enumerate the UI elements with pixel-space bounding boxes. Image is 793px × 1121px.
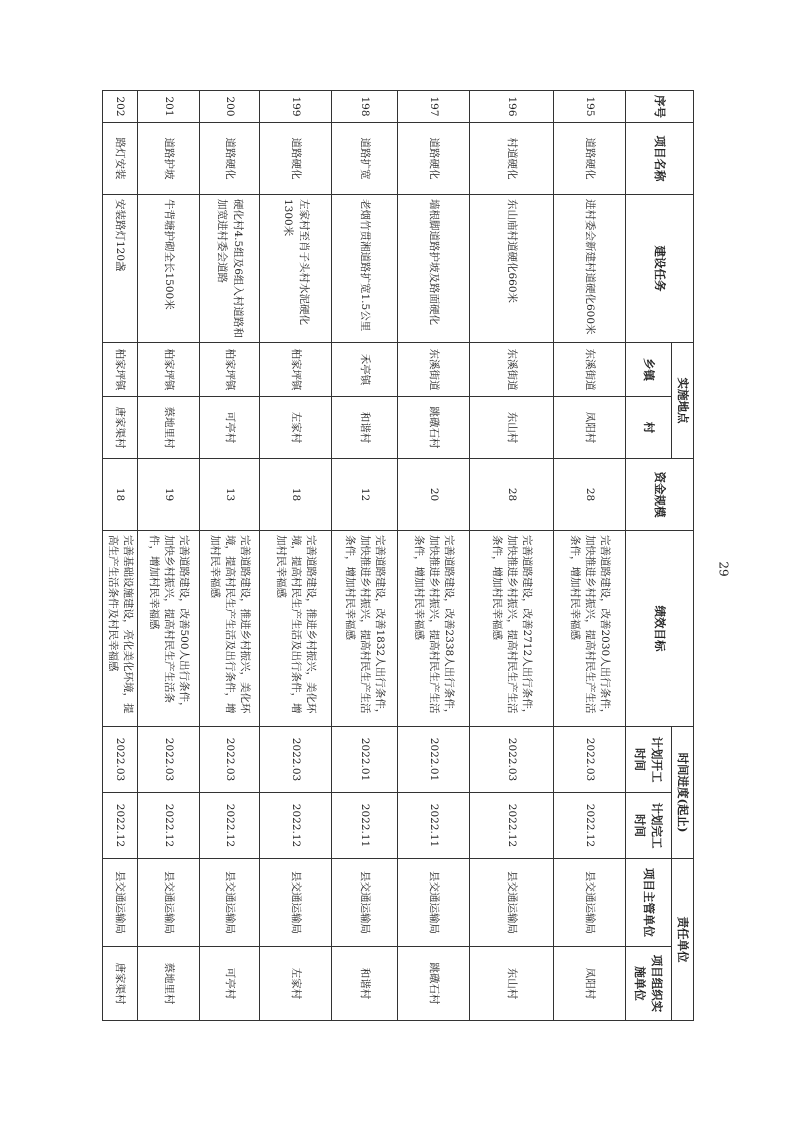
cell-unit: 可亭村 (200, 947, 260, 1021)
cell-goal: 完善道路建设，改善2712人出行条件，加快推进乡村振兴，提高村民生产生活条件，增加村民幸福感 (470, 531, 554, 727)
cell-unit: 凤阳村 (554, 947, 626, 1021)
cell-goal: 完善道路建设，改善2030人出行条件，加快推进乡村振兴，提高村民生产生活条件，增加村民幸福感 (554, 531, 626, 727)
cell-funds: 19 (138, 459, 200, 531)
cell-goal: 完善道路建设，推进乡村振兴，美化环境，提高村民生产生活及出行条件，增加村民幸福感 (200, 531, 260, 727)
cell-end: 2022.12 (470, 793, 554, 859)
cell-goal: 完善道路建设，推进乡村振兴，美化环境，提高村民生产生活及出行条件，增加村民幸福感 (260, 531, 332, 727)
cell-name: 村道硬化 (470, 123, 554, 195)
header-schedule: 时间进度(起止) (672, 727, 694, 859)
cell-village: 跳礅石村 (398, 397, 470, 459)
header-location: 实施地点 (672, 343, 694, 459)
header-task: 建设任务 (626, 195, 694, 343)
cell-funds: 18 (260, 459, 332, 531)
cell-name: 道路硬化 (554, 123, 626, 195)
page-number: 29 (716, 561, 731, 577)
cell-village: 可亭村 (200, 397, 260, 459)
table-row (554, 91, 626, 1021)
cell-end: 2022.12 (554, 793, 626, 859)
cell-end: 2022.12 (200, 793, 260, 859)
cell-township: 柏家坪镇 (102, 343, 137, 397)
cell-unit: 蔡地里村 (138, 947, 200, 1021)
cell-seq: 200 (200, 91, 260, 123)
cell-start: 2022.03 (470, 727, 554, 793)
header-goal: 绩效目标 (626, 531, 694, 727)
cell-funds: 18 (102, 459, 137, 531)
header-dept: 项目主管单位 (626, 859, 672, 947)
cell-end: 2022.12 (102, 793, 137, 859)
cell-dept: 县交通运输局 (200, 859, 260, 947)
cell-unit: 跳礅石村 (398, 947, 470, 1021)
cell-dept: 县交通运输局 (554, 859, 626, 947)
header-village: 村 (626, 397, 672, 459)
cell-township: 禾亭镇 (332, 343, 398, 397)
cell-dept: 县交通运输局 (102, 859, 137, 947)
cell-name: 道路护坡 (138, 123, 200, 195)
cell-funds: 13 (200, 459, 260, 531)
header-funds: 资金规模 (626, 459, 694, 531)
header-unit: 项目组织实施单位 (626, 947, 672, 1021)
cell-task: 墙根脚道路护坡及路面硬化 (398, 195, 470, 343)
cell-name: 道路扩宽 (332, 123, 398, 195)
cell-start: 2022.03 (200, 727, 260, 793)
cell-end: 2022.11 (332, 793, 398, 859)
cell-dept: 县交通运输局 (332, 859, 398, 947)
cell-goal: 完善道路建设，改善2338人出行条件，加快推进乡村振兴，提高村民生产生活条件，增加村民幸福感 (398, 531, 470, 727)
cell-dept: 县交通运输局 (138, 859, 200, 947)
cell-task: 硬化村4.5组及6组入村道路和加宽进村委会道路 (200, 195, 260, 343)
cell-start: 2022.03 (102, 727, 137, 793)
cell-end: 2022.11 (398, 793, 470, 859)
cell-name: 路灯安装 (102, 123, 137, 195)
table-row (398, 91, 470, 1021)
cell-end: 2022.12 (260, 793, 332, 859)
cell-seq: 202 (102, 91, 137, 123)
table-row (260, 91, 332, 1021)
cell-seq: 196 (470, 91, 554, 123)
header-name: 项目名称 (626, 123, 694, 195)
cell-task: 安装路灯120盏 (102, 195, 137, 343)
rotated-table-wrapper (106, 90, 694, 1020)
cell-village: 东山村 (470, 397, 554, 459)
cell-dept: 县交通运输局 (470, 859, 554, 947)
cell-village: 和谐村 (332, 397, 398, 459)
cell-unit: 唐家渠村 (102, 947, 137, 1021)
cell-village: 蔡地里村 (138, 397, 200, 459)
cell-township: 柏家坪镇 (200, 343, 260, 397)
cell-township: 东溪街道 (470, 343, 554, 397)
cell-seq: 197 (398, 91, 470, 123)
cell-village: 左家村 (260, 397, 332, 459)
cell-township: 柏家坪镇 (138, 343, 200, 397)
cell-goal: 完善道路建设，改善500人出行条件，加快乡村振兴，提高村民生产生活条件，增加村民幸福感 (138, 531, 200, 727)
header-seq: 序号 (626, 91, 694, 123)
cell-start: 2022.03 (138, 727, 200, 793)
cell-village: 唐家渠村 (102, 397, 137, 459)
cell-start: 2022.03 (554, 727, 626, 793)
cell-funds: 28 (554, 459, 626, 531)
cell-township: 东溪街道 (554, 343, 626, 397)
header-township: 乡镇 (626, 343, 672, 397)
cell-seq: 201 (138, 91, 200, 123)
table-row (102, 91, 137, 1021)
cell-seq: 199 (260, 91, 332, 123)
header-responsibility: 责任单位 (672, 859, 694, 1021)
cell-unit: 左家村 (260, 947, 332, 1021)
header-end: 计划完工时间 (626, 793, 672, 859)
cell-unit: 东山村 (470, 947, 554, 1021)
cell-start: 2022.01 (398, 727, 470, 793)
table-row (470, 91, 554, 1021)
cell-goal: 完善基础设施建设，亮化美化环境，提高生产生活条件及村民幸福感 (102, 531, 137, 727)
cell-township: 东溪街道 (398, 343, 470, 397)
cell-task: 左家村至肖子头村水泥硬化1300米 (260, 195, 332, 343)
cell-seq: 198 (332, 91, 398, 123)
cell-funds: 28 (470, 459, 554, 531)
cell-start: 2022.03 (260, 727, 332, 793)
cell-name: 道路硬化 (398, 123, 470, 195)
table-row (138, 91, 200, 1021)
cell-name: 道路硬化 (260, 123, 332, 195)
cell-funds: 20 (398, 459, 470, 531)
cell-funds: 12 (332, 459, 398, 531)
header-start: 计划开工时间 (626, 727, 672, 793)
cell-goal: 完善道路建设，改善1832人出行条件，加快推进乡村振兴，提高村民生产生活条件，增加村民幸福感 (332, 531, 398, 727)
table-row (200, 91, 260, 1021)
cell-end: 2022.12 (138, 793, 200, 859)
cell-unit: 和谐村 (332, 947, 398, 1021)
cell-start: 2022.01 (332, 727, 398, 793)
cell-task: 牛背塘护砌全长1500米 (138, 195, 200, 343)
cell-village: 凤阳村 (554, 397, 626, 459)
cell-dept: 县交通运输局 (398, 859, 470, 947)
cell-task: 东山庙村道硬化660米 (470, 195, 554, 343)
table-row (332, 91, 398, 1021)
project-table (102, 90, 694, 1021)
cell-dept: 县交通运输局 (260, 859, 332, 947)
cell-task: 进村委会新建村道硬化600米 (554, 195, 626, 343)
cell-seq: 195 (554, 91, 626, 123)
cell-township: 柏家坪镇 (260, 343, 332, 397)
cell-name: 道路硬化 (200, 123, 260, 195)
cell-task: 老烟竹贯湘道路扩宽1.5公里 (332, 195, 398, 343)
